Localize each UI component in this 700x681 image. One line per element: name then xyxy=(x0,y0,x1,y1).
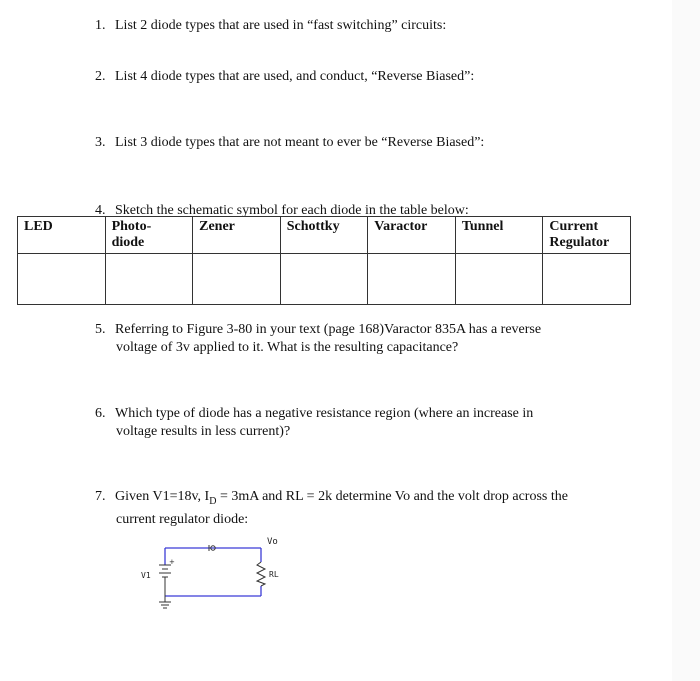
question-text: List 2 diode types that are used in “fast switching” circuits: xyxy=(115,18,447,33)
vo-label: Vo xyxy=(267,537,278,547)
rl-label: RL xyxy=(269,570,279,579)
question-text: Sketch the schematic symbol for each diode in the table below: xyxy=(115,203,469,218)
header-varactor: Varactor xyxy=(368,217,456,254)
question-text-line2: voltage results in less current)? xyxy=(116,424,291,439)
header-led: LED xyxy=(18,217,106,254)
question-number: 3. xyxy=(95,135,106,150)
table-answer-row xyxy=(18,254,631,305)
header-tunnel: Tunnel xyxy=(455,217,543,254)
diode-symbol-table xyxy=(17,216,631,305)
regulator-circuit-diagram xyxy=(135,530,305,620)
answer-cell[interactable] xyxy=(193,254,281,305)
header-schottky: Schottky xyxy=(280,217,368,254)
question-5 xyxy=(95,321,615,357)
question-text: List 3 diode types that are not meant to ever be “Reverse Biased”: xyxy=(115,135,485,150)
answer-cell[interactable] xyxy=(18,254,106,305)
battery-plus-icon: + xyxy=(169,558,175,566)
question-2 xyxy=(95,68,615,86)
question-number: 5. xyxy=(95,322,106,337)
resistor-icon xyxy=(257,562,265,586)
question-text-line2: voltage of 3v applied to it. What is the resulting capacitance? xyxy=(116,340,459,355)
question-1 xyxy=(95,17,615,35)
question-3 xyxy=(95,134,615,152)
question-7 xyxy=(95,488,635,529)
question-text-line1: Which type of diode has a negative resistance region (where an increase in xyxy=(115,406,534,421)
question-number: 4. xyxy=(95,203,106,218)
answer-cell[interactable] xyxy=(455,254,543,305)
question-6 xyxy=(95,405,615,441)
question-text-line1-b: = 3mA and RL = 2k determine Vo and the volt drop across the xyxy=(216,489,568,504)
question-number: 6. xyxy=(95,406,106,421)
header-current-regulator: Current Regulator xyxy=(543,217,631,254)
circuit-schematic xyxy=(135,530,305,620)
v1-label: V1 xyxy=(141,571,151,580)
question-text-line1-a: Given V1=18v, I xyxy=(115,489,210,504)
question-number: 2. xyxy=(95,69,106,84)
question-text: List 4 diode types that are used, and conduct, “Reverse Biased”: xyxy=(115,69,475,84)
answer-cell[interactable] xyxy=(543,254,631,305)
answer-cell[interactable] xyxy=(280,254,368,305)
answer-cell[interactable] xyxy=(105,254,193,305)
question-text-line2: current regulator diode: xyxy=(116,511,249,527)
answer-cell[interactable] xyxy=(368,254,456,305)
question-number: 1. xyxy=(95,18,106,33)
table-header-row xyxy=(18,217,631,254)
header-photodiode: Photo- diode xyxy=(105,217,193,254)
subscript-d: D xyxy=(209,495,217,507)
page-margin xyxy=(672,0,700,681)
question-text-line1: Referring to Figure 3-80 in your text (page 168)Varactor 835A has a reverse xyxy=(115,322,542,337)
question-number: 7. xyxy=(95,489,106,504)
header-zener: Zener xyxy=(193,217,281,254)
